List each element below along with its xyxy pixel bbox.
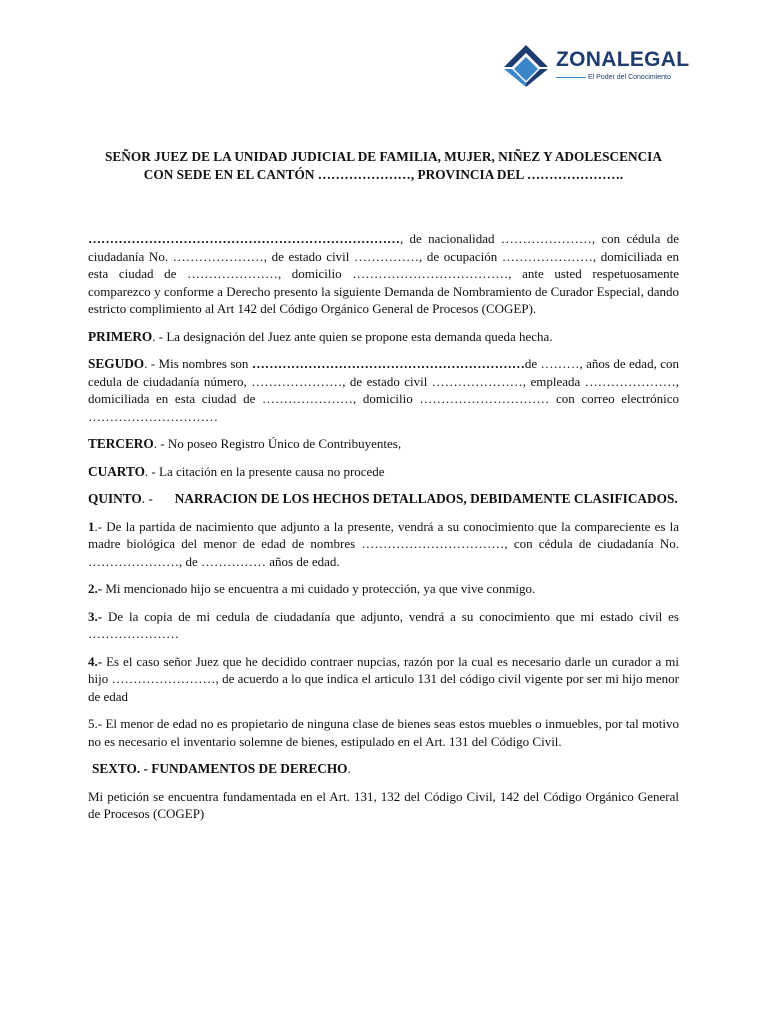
- zonalegal-logo: [500, 43, 690, 88]
- cuarto-text: . - La citación en la presente causa no procede: [144, 463, 385, 479]
- fact-4-number: 4.-: [88, 653, 103, 669]
- intro-text: , de nacionalidad …………………, con cédula de ciudadanía No. …………………, de estado civil ……………, de ocupación …………………, domiciliada en esta ciudad de …………………, domicilio ………………………………, ante usted respetuosamente comparezco y conforme a Derecho presento la siguiente Demanda de Nombramiento de Curador Especial, dando estricto complimiento al Art 142 del Código Orgánico General de Procesos (COGEP).: [88, 231, 679, 316]
- fact-3: [88, 608, 679, 643]
- fact-1-sep: .-: [94, 518, 103, 534]
- section-primero: [88, 328, 679, 346]
- fact-1-text: De la partida de nacimiento que adjunto a la presente, vendrá a su conocimiento que la compareciente es la madre biológica del menor de edad de nombres ……………………………, con cédula de ciudadanía No. …………………, de …………… años de edad.: [88, 518, 679, 569]
- quinto-sep: . -: [141, 491, 153, 506]
- section-quinto: [88, 490, 679, 508]
- logo-tagline: El Poder del Conocimiento: [588, 74, 671, 81]
- section-sexto: [92, 760, 679, 778]
- tercero-label: TERCERO: [88, 436, 154, 451]
- zonalegal-mark-icon: [500, 43, 552, 88]
- sexto-label: SEXTO. - FUNDAMENTOS DE DERECHO: [92, 761, 348, 776]
- heading-line-2: CON SEDE EN EL CANTÓN …………………, PROVINCIA DEL ………………….: [143, 167, 624, 182]
- cuarto-label: CUARTO: [88, 463, 145, 479]
- fact-2-number: 2.-: [88, 581, 103, 596]
- fact-2-text: Mi mencionado hijo se encuentra a mi cuidado y protección, ya que vive conmigo.: [102, 581, 536, 596]
- fact-3-number: 3.-: [88, 608, 103, 624]
- primero-text: . - La designación del Juez ante quien se propone esta demanda queda hecha.: [152, 328, 553, 344]
- heading-line-1: SEÑOR JUEZ DE LA UNIDAD JUDICIAL DE FAMILIA, MUJER, NIÑEZ Y ADOLESCENCIA: [105, 149, 662, 164]
- fact-1: [88, 518, 679, 571]
- section-cuarto: [88, 463, 679, 481]
- intro-name-blank: ………………………………………………………………: [88, 231, 400, 246]
- segundo-label: SEGUDO: [88, 356, 145, 371]
- logo-rule: [556, 77, 586, 78]
- tercero-text: . - No poseo Registro Único de Contribuyentes,: [153, 436, 402, 451]
- intro-paragraph: [88, 230, 679, 318]
- fact-5: 5.- El menor de edad no es propietario de ninguna clase de bienes seas estos muebles o inmuebles, por tal motivo no es necesario el inventario solemne de bienes, estipulado en el Art. 131 del Código Civil.: [88, 716, 679, 749]
- fact-1-number: 1: [88, 518, 95, 534]
- fact-2: [88, 580, 679, 598]
- segundo-text-a: . - Mis nombres son: [144, 356, 252, 371]
- quinto-title: NARRACION DE LOS HECHOS DETALLADOS, DEBIDAMENTE CLASIFICADOS.: [174, 491, 678, 506]
- section-tercero: [88, 435, 679, 453]
- segundo-text-b: de ………, años de edad, con cedula de ciudadanía número, …………………, de estado civil …………………, empleada …………………, domiciliada en esta ciudad de …………………, domicilio ………………………… con correo electrónico …………………………: [88, 356, 679, 424]
- fact-4-text: Es el caso señor Juez que he decidido contraer nupcias, razón por la cual es necesario darle un curador a mi hijo ……………………, de acuerdo a lo que indica el articulo 131 del código civil vigente por ser mi hijo menor de edad: [88, 653, 679, 704]
- document-body: [88, 148, 679, 833]
- segundo-name-blank: ………………………………………………………: [251, 356, 525, 371]
- section-segundo: [88, 355, 679, 425]
- document-heading: [88, 148, 679, 184]
- primero-label: PRIMERO: [88, 328, 153, 344]
- peticion-paragraph: Mi petición se encuentra fundamentada en el Art. 131, 132 del Código Civil, 142 del Código Orgánico General de Procesos (COGEP): [88, 788, 679, 821]
- fact-3-text: De la copia de mi cedula de ciudadanía que adjunto, vendrá a su conocimiento que mi estado civil es …………………: [88, 608, 679, 641]
- fact-4: [88, 653, 679, 706]
- logo-brand-text: ZONALEGAL: [556, 48, 690, 71]
- quinto-label: QUINTO: [88, 491, 142, 506]
- sexto-dot: .: [347, 761, 351, 776]
